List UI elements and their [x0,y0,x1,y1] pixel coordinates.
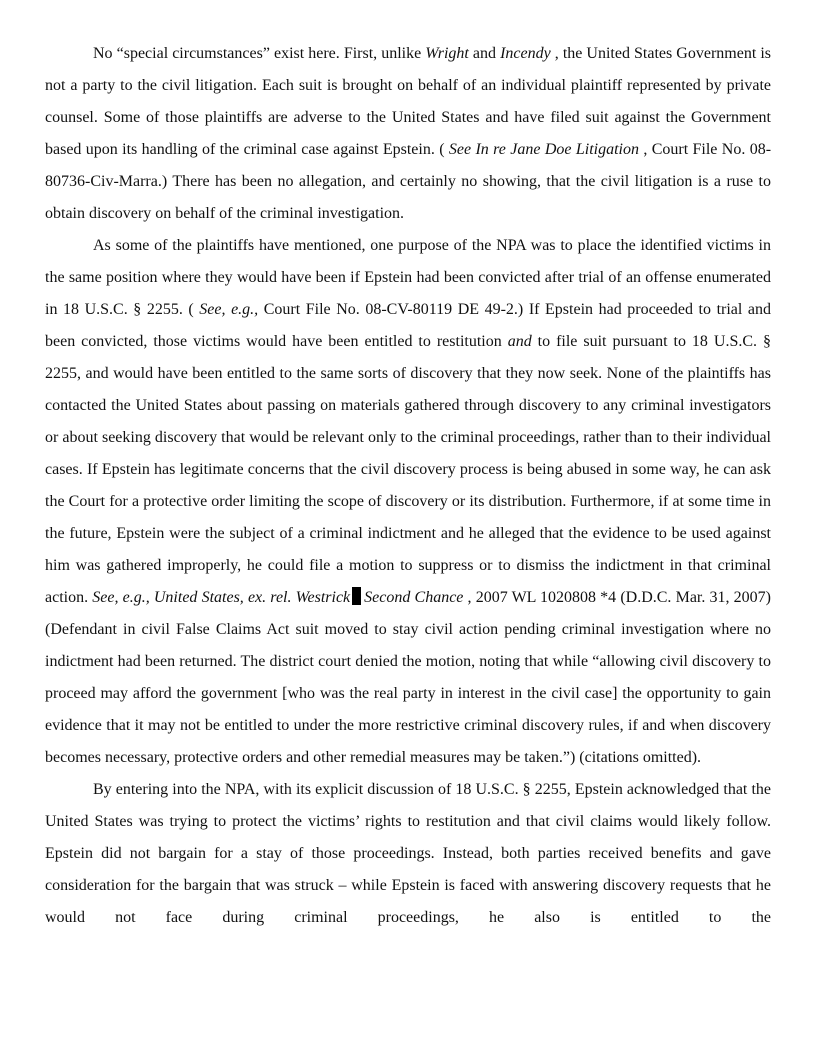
italic-text: See In re Jane Doe Litigation [448,141,639,158]
redaction-mark [352,587,361,605]
body-text: By entering into the NPA, with its explicit discussion of 18 U.S.C. § 2255, Epstein acknowledged that the United States was trying to protect the victims’ rights to restitution and that civil claims would likely follow. Epstein did not bargain for a stay of those proceedings. Instead, both parties received benefits and gave consideration for the bargain that was struck – while Epstein is faced with answering discovery requests that he would not face during criminal proceedings, he also is entitled to the [45,781,771,926]
document-page [45,38,771,934]
body-text: , Court File No. 08-80736-Civ-Marra.) There has been no allegation, and certainly no showing, that the civil litigation is a ruse to obtain discovery on behalf of the criminal investigation. [45,141,772,222]
italic-text: Wright [425,45,469,62]
body-text: No “special circumstances” exist here. First, unlike [93,45,426,62]
paragraph-special-circumstances [45,38,771,230]
italic-text: Second Chance [364,589,464,606]
italic-text: See, e.g., United States, ex. rel. Westrick [92,589,351,606]
body-text: , 2007 WL 1020808 *4 (D.D.C. Mar. 31, 2007) (Defendant in civil False Claims Act suit moved to stay civil action pending criminal investigation where no indictment had been returned. The district court denied the motion, noting that while “allowing civil discovery to proceed may afford the government [who was the real party in interest in the civil case] the opportunity to gain evidence that it may not be entitled to under the more restrictive criminal discovery rules, if and when discovery becomes necessary, protective orders and other remedial measures may be taken.”) (citations omitted). [45,589,771,766]
body-text: and [468,45,501,62]
italic-text: Incendy [500,45,551,62]
paragraph-entering-npa [45,774,771,934]
italic-text: See, e.g., [199,301,259,318]
italic-text: and [507,333,532,350]
body-text: to file suit pursuant to 18 U.S.C. § 2255, and would have been entitled to the same sorts of discovery that they now seek. None of the plaintiffs has contacted the United States about passing on materials gathered through discovery to any criminal investigators or about seeking discovery that would be relevant only to the criminal proceedings, rather than to their individual cases. If Epstein has legitimate concerns that the civil discovery process is being abused in some way, he can ask the Court for a protective order limiting the scope of discovery or its distribution. Furthermore, if at some time in the future, Epstein were the subject of a criminal indictment and he alleged that the evidence to be used against him was gathered improperly, he could file a motion to suppress or to dismiss the indictment in that criminal action. [45,333,771,606]
body-text: , the United States Government is not a party to the civil litigation. Each suit is brought on behalf of an individual plaintiff represented by private counsel. Some of those plaintiffs are adverse to the United States and have filed suit against the Government based upon its handling of the criminal case against Epstein. ( [45,45,771,158]
body-text: Court File No. 08-CV-80119 DE 49-2.) If Epstein had proceeded to trial and been convicted, those victims would have been entitled to restitution [45,301,771,350]
paragraph-npa-purpose [45,230,771,774]
body-text: As some of the plaintiffs have mentioned, one purpose of the NPA was to place the identified victims in the same position where they would have been if Epstein had been convicted after trial of an offense enumerated in 18 U.S.C. § 2255. ( [45,237,771,318]
